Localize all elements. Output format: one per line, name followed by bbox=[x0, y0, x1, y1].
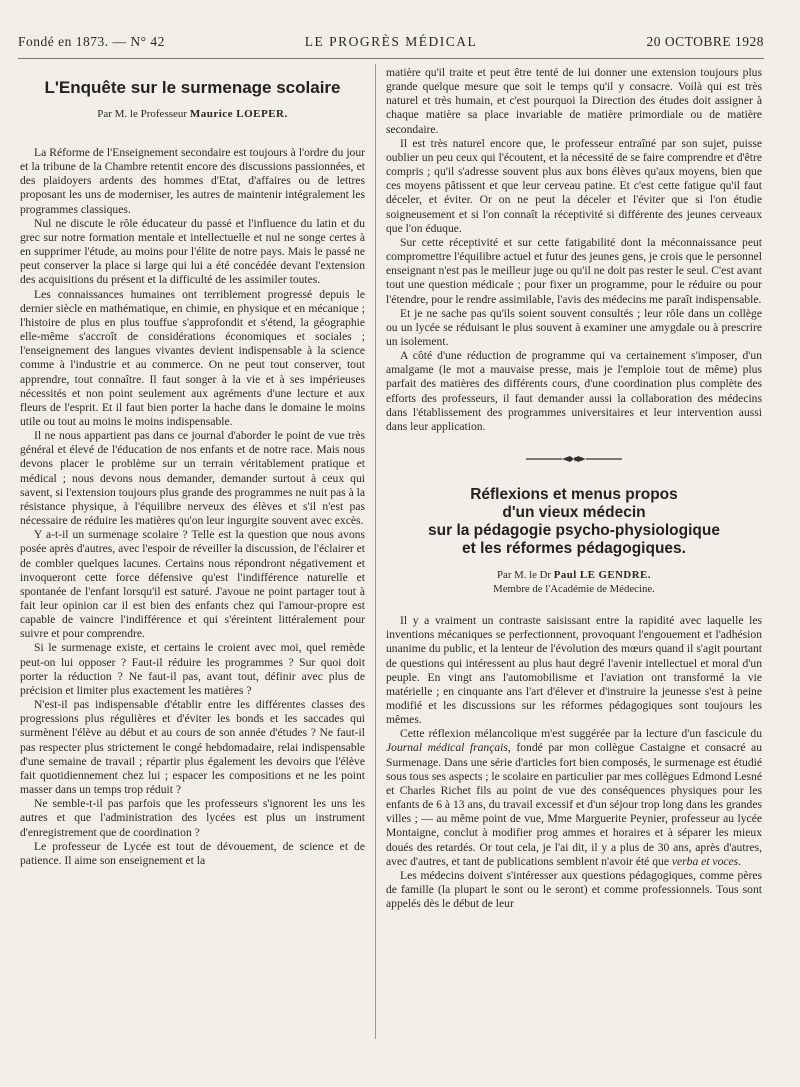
article1-paragraph: Le professeur de Lycée est tout de dévouement, de science et de patience. Il aime son enseignement et la bbox=[20, 839, 365, 867]
article1-paragraph: N'est-il pas indispensable d'établir entre les différentes classes des progressions plus régulières et d'éviter les bonds et les saccades qui surmènent l'élève au début et au cours de son année d'études ? Ne faut-il pas respecter plus strictement le congé hebdomadaire, relai indispensable d'une semaine de travail ; répartir plus également les devoirs que l'élève fait quotidiennement chez lui ; espacer les compositions et ne les point masser dans un temps trop réduit ? bbox=[20, 698, 365, 797]
article1-continued-paragraph: Sur cette réceptivité et sur cette fatigabilité dont la méconnaissance peut compromettre l'équilibre actuel et futur des jeunes gens, je crois que le personnel enseignant n'est pas le meilleur juge ou qu'il ne doit pas rester le seul. C'est avant tout une question médicale ; pour fixer un programme, pour le réduire ou pour l'étendre, pour le rendre assimilable, l'avis des médecins me paraît indispensable. bbox=[386, 235, 762, 306]
article2-latin-phrase: verba et voces bbox=[671, 854, 739, 868]
article1-paragraph: La Réforme de l'Enseignement secondaire est toujours à l'ordre du jour et la tribune de la Chambre retentit encore des discussions passionnées, et des plaidoyers ardents des hommes d'Etat, d'affaires ou de lettres proposant les uns de moderniser, les autres de maintenir intégralement les programmes classiques. bbox=[20, 146, 365, 216]
ornament-divider-icon bbox=[526, 454, 622, 464]
article2-author: Paul LE GENDRE. bbox=[553, 569, 651, 582]
article1-byline-prefix: Par M. le Professeur bbox=[97, 108, 190, 120]
article2-title-line: d'un vieux médecin bbox=[502, 504, 646, 522]
article1-paragraph: Si le surmenage existe, et certains le croient avec moi, quel remède peut-on lui opposer ? Faut-il réduire les programmes ? Sur quoi doit porter la réduction ? Ne faut-il pas, avant tout, définir avec plus de précision et limiter plus exactement les matières ? bbox=[20, 641, 365, 697]
article2-paragraph: Il y a vraiment un contraste saisissant entre la rapidité avec laquelle les inventions mécaniques se perfectionnent, provoquant l'engouement et l'adhésion unanime du public, et la lenteur de l'évolution des mœurs quand il s'agit pourtant de questions qui intéressent au plus haut degré l'avenir intellectuel et moral d'un peuple. En vingt ans l'automobilisme et l'aviation ont transformé la vie matérielle ; en cinquante ans l'art d'élever et d'instruire la jeunesse s'est à peine modifié et les discussions sur les réformes pédagogiques sont toujours les mêmes. bbox=[386, 614, 762, 727]
article1-author: Maurice LOEPER. bbox=[189, 108, 288, 120]
article1-title: L'Enquête sur le surmenage scolaire bbox=[44, 78, 341, 97]
article1-paragraph: Y a-t-il un surmenage scolaire ? Telle est la question que nous avons posée après d'autres, avec l'espoir de réveiller la discussion, de l'éclairer et de combler quelques lacunes. Certains nous répondront négativement et invoqueront cette force défensive qu'est l'indifférence naturelle et spontanée de l'enfant lorsqu'il est saturé. J'avoue ne point partager tout à fait leur opinion car il est bien des enfants chez qui l'amour-propre est capable de vaincre l'indifférence et qui s'éreintent littéralement pour suivre et pour comprendre. bbox=[20, 528, 365, 641]
article2-paragraph: Les médecins doivent s'intéresser aux questions pédagogiques, comme pères de famille (la plupart le sont ou le seront) et comme professionnels. Tous sont appelés dès le début de leur bbox=[386, 868, 762, 911]
article1-continued-paragraph: Et je ne sache pas qu'ils soient souvent consultés ; leur rôle dans un collège ou un lycée se réduisant le plus souvent à examiner une amygdale ou à prescrire un isolement. bbox=[386, 306, 762, 348]
article2-journal-citation: Journal médical français bbox=[386, 741, 508, 755]
article2-title-line: et les réformes pédagogiques. bbox=[462, 540, 686, 558]
article2-byline bbox=[386, 568, 762, 596]
article2-paragraph bbox=[386, 727, 762, 869]
founding-issue-label: Fondé en 1873. — N° 42 bbox=[18, 34, 165, 49]
page-header bbox=[18, 34, 764, 54]
header-rule bbox=[18, 58, 764, 59]
left-column bbox=[20, 66, 365, 1067]
article1-paragraph: Les connaissances humaines ont terriblement progressé depuis le dernier siècle en mathématique, en chimie, en physique et en mécanique ; l'histoire de plus en plus touffue s'approfondit et s'étend, la géographie elle-même s'accroît de considérations économiques et sociales ; l'enseignement des langues vivantes devient indispensable à la science comme à l'industrie et au commerce. On ne peut tout conserver, tout apprendre, tout connaître. Il faut songer à la vie et à ses impérieuses nécessités et non point seulement aux agréments d'une lecture et aux fleurs de l'esprit. Et il faut bien porter la hache dans le domaine le moins utile ou tout au moins le moins indispensable. bbox=[20, 287, 365, 428]
article2-text-run: , fondé par mon collègue Castaigne et consacré au Surmenage. Dans une série d'articles fort bien composés, le surmenage est étudié sous tous ses aspects ; le scolaire en particulier par mes collègues Edmond Lesné et Charles Richet fils au point de vue des conséquences physiques pour les enfants de 6 à 13 ans, du travail excessif et d'un séjour trop long dans les grandes villes ; — au même point de vue, Mme Marguerite Peynier, professeur au lycée Montaigne, conclut à modifier prog ammes et horaires et à séparer les mieux doués des retardés. Or tout cela, je l'ai dit, il y a plus de 30 ans, après d'autres, avec d'autres, et tant de publications semblent n'avoir été que bbox=[386, 741, 762, 868]
article1-continued-paragraph: A côté d'une réduction de programme qui va certainement s'imposer, d'un amalgame (le mot a mauvaise presse, mais je l'emploie tout de même) plus parfait des matières des différents cours, d'une coordination plus complète des efforts des professeurs, il faut demander aussi la collaboration des médecins dans l'établissement des programmes universitaires et leur intervention aussi dans leur application. bbox=[386, 349, 762, 433]
article1-byline bbox=[20, 108, 365, 120]
right-column bbox=[386, 66, 762, 1067]
article2-author-affiliation: Membre de l'Académie de Médecine. bbox=[493, 583, 655, 596]
article1-paragraph: Ne semble-t-il pas parfois que les professeurs s'ignorent les uns les autres et que l'administration des lycées est plus un instrument d'enregistrement que de coordination ? bbox=[20, 797, 365, 839]
column-divider bbox=[375, 64, 376, 1039]
article2-title-line: Réflexions et menus propos bbox=[470, 486, 678, 504]
issue-date: 20 OCTOBRE 1928 bbox=[646, 34, 764, 49]
journal-name: LE PROGRÈS MÉDICAL bbox=[304, 34, 478, 49]
section-ornament bbox=[386, 440, 762, 480]
article2-title bbox=[386, 486, 762, 558]
article1-continued-paragraph: Il est très naturel encore que, le professeur entraîné par son sujet, puisse oublier un peu ceux qui l'écoutent, et la nécessité de se faire comprendre et d'être compris ; qu'il s'adresse souvent plus aux bons élèves qu'aux moyens, bien que ces moyens pâtissent et que leur cerveau patine. Et c'est cette fatigue qu'il faut déceler, et éviter. Or on ne peut la déceler et l'éviter que si l'on étudie soigneusement et si l'on connaît la réceptivité si différente des jeunes cerveaux que l'on éduque. bbox=[386, 136, 762, 235]
article1-paragraph: Nul ne discute le rôle éducateur du passé et l'influence du latin et du grec sur notre formation mentale et intellectuelle et nul ne songe certes à en supprimer l'étude, au moins pour l'élite de notre pays. Mais le passé ne peut conserver la place si large qui lui a été concédée devant l'extension des acquisitions du présent et la difficulté de les assimiler toutes. bbox=[20, 216, 365, 287]
article1-paragraph: Il ne nous appartient pas dans ce journal d'aborder le point de vue très général et élevé de l'éducation de nos enfants et de notre race. Mais nous devons placer le problème sur un terrain véritablement pratique et médical ; nous devons nous demander, demander surtout à ceux qui savent, si l'extension toujours plus grande des programmes ne nuit pas à la résistance physique, à l'équilibre nerveux des élèves et s'il n'est pas nécessaire de réduire les matières qu'on leur ingurgite souvent avec excès. bbox=[20, 429, 365, 528]
article1-continued-paragraph: matière qu'il traite et peut être tenté de lui donner une extension toujours plus grande quelque mesure que soit le temps qu'il y consacre. Voilà qui est très naturel et très humain, et c'est pourquoi la Direction des études doit assigner à chaque matière sa place invariable de matière primordiale ou de matière secondaire. bbox=[386, 66, 762, 136]
article2-title-line: sur la pédagogie psycho-physiologique bbox=[428, 522, 720, 540]
article2-text-run: . bbox=[738, 854, 742, 868]
article2-byline-prefix: Par M. le Dr bbox=[497, 569, 554, 582]
article2-text-run: Cette réflexion mélancolique m'est suggérée par la lecture d'un fascicule du bbox=[400, 727, 762, 741]
